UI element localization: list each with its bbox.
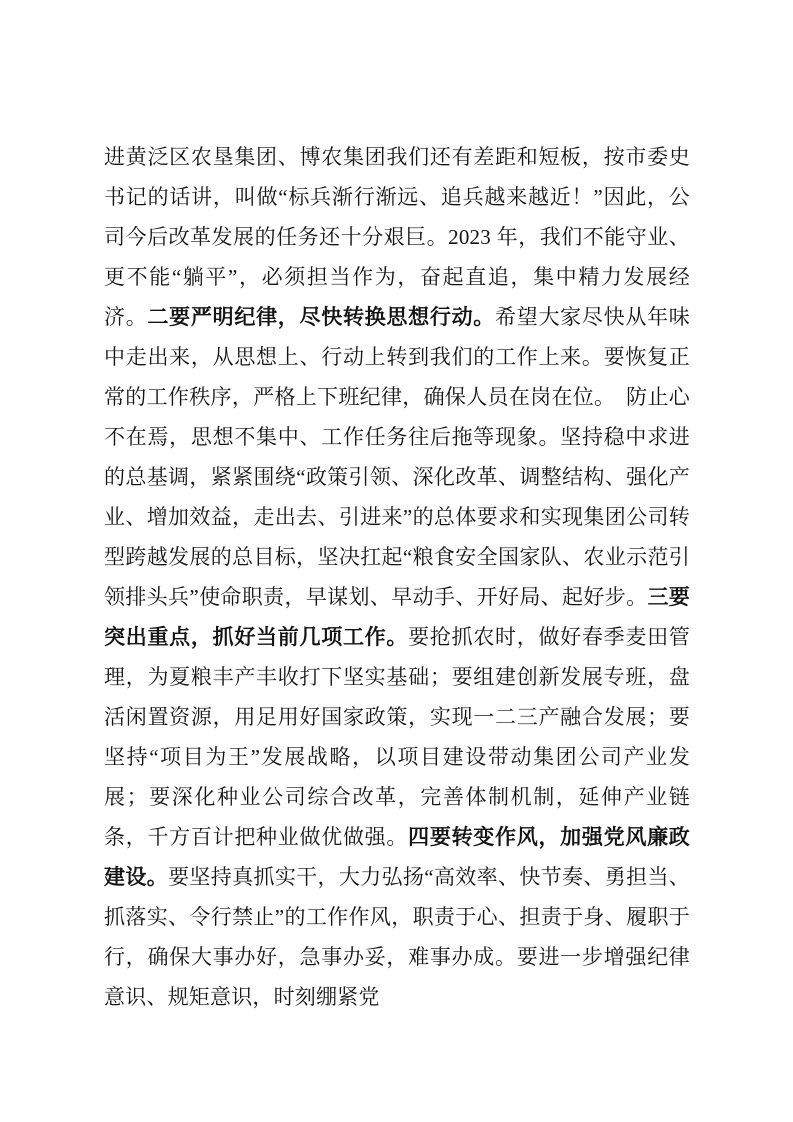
section-heading-run: 二要严明纪律，尽快转换思想行动。: [147, 305, 496, 329]
body-text-run: 要抢抓农时，做好春季麦田管理，为夏粮丰产丰收打下坚实基础；要组建创新发展专班，盘活闲置资源，用足用好国家政策，实现一二三产融合发展；要坚持“项目为王”发展战略，以项目建设带动集团公司产业发展；要深化种业公司综合改革，完善体制机制，延伸产业链条，千方百计把种业做优做强。: [104, 625, 690, 849]
body-text-run: 希望大家尽快从年味中走出来，从思想上、行动上转到我们的工作上来。要恢复正常的工作秩序，严格上下班纪律，确保人员在岗在位。 防止心不在焉，思想不集中、工作任务往后拖等现象。坚持稳中求进的总基调，紧紧围绕“政策引领、深化改革、调整结构、强化产业、增加效益，走出去、引进来”的总体要求和实现集团公司转型跨越发展的总目标，坚决扛起“粮食安全国家队、农业示范引领排头兵”使命职责，早谋划、早动手、开好局、起好步。: [104, 305, 690, 609]
document-body: [104, 137, 690, 1017]
body-text-run: 进黄泛区农垦集团、博农集团我们还有差距和短板，按市委史书记的话讲，叫做“标兵渐行渐远、追兵越来越近！”因此，公司今后改革发展的任务还十分艰巨。2023 年，我们不能守业、更不能“躺平”，必须担当作为，奋起直追，集中精力发展经济。: [104, 145, 690, 329]
section-heading-run: 三要突出重点，抓好当前几项工作。: [104, 585, 690, 649]
body-text-run: 要坚持真抓实干，大力弘扬“高效率、快节奏、勇担当、抓落实、令行禁止”的工作作风，职责于心、担责于身、履职于行，确保大事办好，急事办妥，难事办成。要进一步增强纪律意识、规矩意识，时刻绷紧党: [104, 865, 690, 1009]
section-heading-run: 四要转变作风，加强党风廉政建设。: [104, 825, 690, 889]
